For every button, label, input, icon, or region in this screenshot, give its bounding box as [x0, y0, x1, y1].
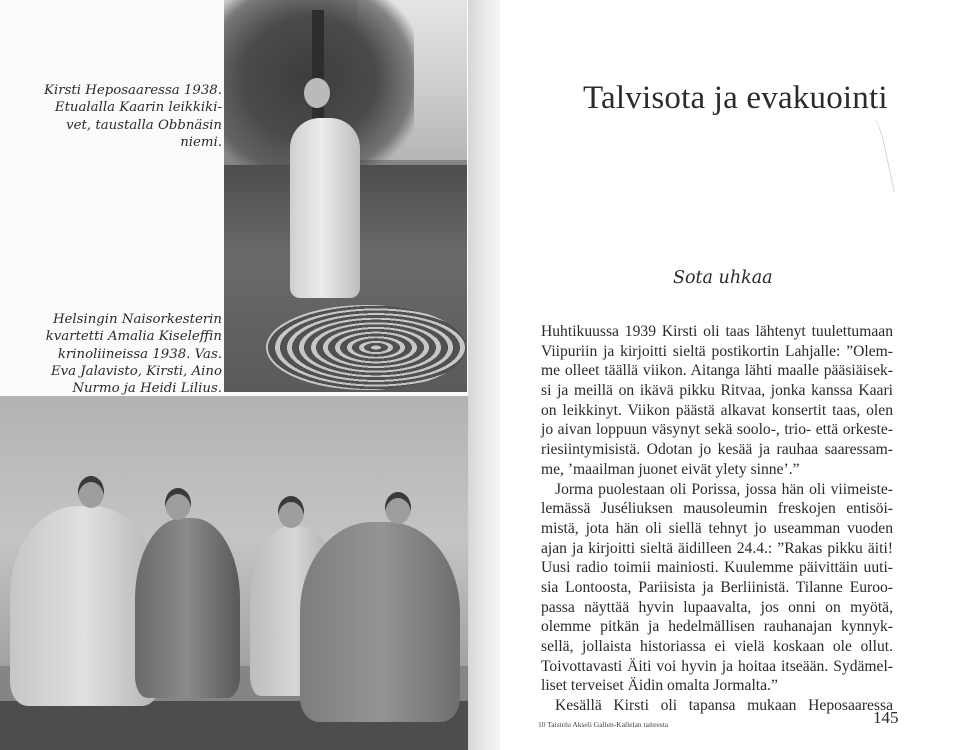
footnote: 10 Taistelu Akseli Gallen-Kallelan taiteesta	[538, 720, 669, 729]
caption-line: Etualalla Kaarin leikkiki-	[54, 100, 222, 116]
photo-caption-1	[22, 82, 222, 151]
body-line: liset terveiset Äidin omalta Jormalta.”	[541, 677, 778, 695]
photo-woman-dress	[290, 118, 360, 298]
body-line: Jorma puolestaan oli Porissa, jossa hän oli viimeiste-	[555, 480, 893, 498]
body-line: me olleet täällä viikon. Aitanga lähti maalle pääsiäisek-	[541, 362, 893, 380]
section-title: Sota uhkaa	[673, 268, 773, 288]
photo-woman-stone-spiral	[224, 0, 467, 392]
body-line: Huhtikuussa 1939 Kirsti oli taas lähtenyt tuulettumaan	[541, 323, 893, 340]
body-line: si ja meillä on ikävä pikku Ritvaa, jonka kanssa Kaari	[541, 382, 893, 400]
caption-line: niemi.	[180, 134, 222, 150]
caption-line: Nurmo ja Heidi Lilius.	[72, 381, 222, 397]
photo-string-quartet	[0, 396, 470, 750]
body-line: mistä, jota hän oli siellä tehnyt jo useamman vuoden	[541, 519, 893, 537]
body-line: lemässä Juséliuksen mausoleumin freskojen entisöi-	[541, 500, 893, 518]
body-line: sia Lontoosta, Pariisista ja Berliinistä. Tilanne Euroo-	[541, 578, 893, 596]
caption-line: Helsingin Naisorkesterin	[52, 312, 222, 327]
body-line: Toivottavasti Äiti voi hyvin ja hoitaa itseään. Sydämel-	[541, 657, 893, 675]
chapter-title: Talvisota ja evakuointi	[583, 80, 888, 116]
photo-caption-2	[12, 311, 222, 397]
body-line: passa näyttää hyvin lupaavalta, jos onni on myötä,	[541, 598, 893, 616]
body-line: Uusi radio toimii mainiosti. Kuulemme päivittäin uuti-	[541, 559, 893, 577]
body-line: olemme pitkän ja hedelmällisen rauhanajan kynnyk-	[541, 618, 893, 636]
photo-stone-spiral	[266, 305, 466, 390]
body-line: jo aivan loppuun väsynyt sekä soolo-, trio- että orkeste-	[541, 421, 893, 439]
page-number: 145	[873, 708, 899, 727]
body-line: on leikkinyt. Viikon päästä alkavat konsertit taas, olen	[541, 401, 893, 419]
caption-line: Eva Jalavisto, Kirsti, Aino	[50, 363, 222, 379]
body-line: riesiintymisistä. Odotan jo kesää ja rauhaa saaressam-	[541, 441, 893, 459]
caption-line: Kirsti Heposaaressa 1938.	[44, 83, 222, 98]
book-gutter	[468, 0, 500, 750]
caption-line: krinoliineissa 1938. Vas.	[57, 346, 222, 362]
body-line: me, ’maailman juonet eivät ylety sinne’.”	[541, 460, 800, 478]
body-line: ajan ja kirjoitti sieltä äidilleen 24.4.: ”Rakas pikku äiti!	[541, 539, 893, 557]
body-line: Kesällä Kirsti oli tapansa mukaan Heposaaressa	[555, 697, 893, 715]
body-line: sellä, jollaista historiassa ei vielä koskaan ole ollut.	[541, 638, 893, 655]
caption-line: vet, taustalla Obbnäsin	[66, 117, 222, 133]
body-line: Viipuriin ja kirjoitti sieltä postikortin Lahjalle: ”Olem-	[541, 342, 893, 360]
body-text	[541, 322, 893, 716]
photo-woman-head	[304, 78, 330, 108]
right-page	[500, 0, 960, 750]
caption-line: kvartetti Amalia Kiseleffin	[45, 329, 222, 345]
